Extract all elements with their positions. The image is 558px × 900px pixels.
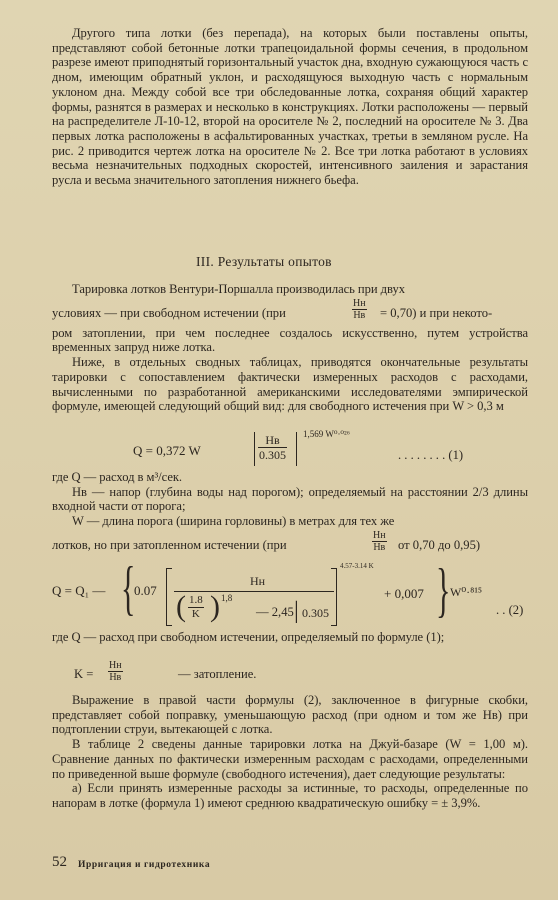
- paragraph-tables-intro: Ниже, в отдельных сводных таблицах, приводятся окончательные результаты тарировки с сопоставлением фактически измеренных расходов с расходами, вычисленными по разработанной американскими исследователями эмпирической формуле, имеющей следующий общий вид: для свободного истечения при W > 0,3 м: [52, 355, 528, 414]
- paren-right: ): [210, 590, 220, 623]
- bracket-bottom-right-serif: [331, 625, 337, 626]
- definition-k: [74, 660, 374, 690]
- paragraph-calibration-end: ром затоплении, при чем последнее создалось искусственно, путем устройства временных запруд ниже лотка.: [52, 325, 528, 355]
- fraction-numerator: Hн: [353, 297, 366, 309]
- formula-2-fraction-bar: [174, 591, 334, 592]
- bracket-top-left-serif: [166, 568, 172, 569]
- results-paragraphs: [52, 693, 528, 811]
- fraction-denominator: K: [191, 608, 200, 620]
- paren-left: (: [176, 590, 186, 623]
- formula-1-lhs: Q = 0,372 W: [133, 443, 201, 458]
- formula-1-number: . . . . . . . . (1): [398, 448, 464, 462]
- definition-h: Hв — напор (глубина воды над порогом); определяемый на расстоянии 2/3 длины входной части от порога;: [52, 484, 528, 514]
- formula-2-number: . . (2): [496, 603, 524, 617]
- fraction-denominator: Hв: [373, 542, 386, 553]
- condition-value: = 0,70) и при некото-: [380, 305, 493, 320]
- paragraph-table-2: В таблице 2 сведены данные тарировки лотка на Джуй-базаре (W = 1,00 м). Сравнение данных по фактически измеренным расходам с расходами, определенными по приведенной выше формуле (свободного истечения), дает следующие результаты:: [52, 737, 528, 781]
- formula-2-exponent: 4.57-3.14 K: [340, 562, 374, 570]
- definition-w: W — длина порога (ширина горловины) в метрах для тех же: [72, 514, 395, 529]
- bracket-top-right-serif: [331, 568, 337, 569]
- fraction-denominator: Hв: [109, 672, 122, 683]
- fraction-numerator: Hн: [109, 660, 122, 671]
- submerged-text: лотков, но при затопленном истечении (при: [52, 538, 287, 552]
- definition-q: где Q — расход в м³/сек.: [52, 470, 183, 484]
- definition-k-fraction: [108, 660, 123, 683]
- formula-2-plus-term: + 0,007: [384, 586, 424, 601]
- formula-2-lhs: Q = Q₁ —: [52, 583, 106, 598]
- definition-q-free-flow: где Q — расход при свободном истечении, определяемый по формуле (1);: [52, 630, 445, 644]
- paragraph-calibration-start: Тарировка лотков Вентури-Поршалла производилась при двух: [72, 282, 405, 296]
- fraction-denominator: 0.305: [259, 448, 286, 462]
- formula-2-inner-fraction: [188, 594, 204, 621]
- definition-block-2: [52, 630, 528, 645]
- formula-2-bracket-right: [336, 568, 337, 626]
- fraction-numerator: Hн: [373, 530, 386, 541]
- paragraph-result-a: а) Если принять измеренные расходы за истинные, то расходы, определенные по напорам в лотке (формула 1) имеют среднюю квадратическую ошибку = ± 3,9%.: [52, 781, 528, 810]
- fraction-numerator: 1.8: [189, 594, 203, 606]
- paragraph-flumes-description: Другого типа лотки (без перепада), на которых были поставлены опыты, представляют собой бетонные лотки трапецоидальной формы сечения, в продольном разрезе имеют приподнятый горизонтальный участок дна, входную сужающуюся часть с дном, имеющим обратный уклон, и расходящуюся выходную часть с нормальным уклоном дна. Между собой все три обследованные лотка, сохраняя общий характер формы, разнятся в размерах и несколько в конструкциях. Лотки расположены — первый на распределителе Л-10-12, второй на оросителе № 2, последний на оросителе № 3. Два первых лотка расположены в асфальтированных участках, третьи в земляном русле. На рис. 2 приводится чертеж лотка на оросителе № 2. Все три лотка работают в условиях весьма незначительных подходных скоростей, интенсивного заиления и зарастания русла и весьма значительного затопления нижнего бьефа.: [52, 26, 528, 188]
- formula-1-exponent: 1,569 W⁰·⁰²⁶: [303, 429, 350, 439]
- formula-2-brace-right: }: [436, 557, 451, 623]
- formula-2-brace-left: {: [121, 555, 136, 621]
- fraction-numerator: Hв: [258, 433, 287, 448]
- condition-text: условиях — при свободном истечении (при: [52, 305, 286, 320]
- page-number: 52: [52, 854, 67, 870]
- paren-close: |: [294, 598, 299, 624]
- formula-2-minus-term: — 2,45: [256, 605, 294, 619]
- formula-2-bracket-left: [166, 568, 167, 626]
- bracket-bottom-left-serif: [166, 625, 172, 626]
- definition-k-lhs: K =: [74, 667, 94, 681]
- formula-2-w-term: W⁰·⁸¹⁵: [450, 585, 483, 599]
- formula-2-denominator-constant: 0.305: [302, 606, 329, 620]
- definition-k-rhs: — затопление.: [178, 667, 257, 681]
- formula-2-inner-exponent: 1,8: [221, 593, 233, 603]
- fraction-denominator: Hв: [353, 309, 366, 321]
- paragraph-correction: Выражение в правой части формулы (2), заключенное в фигурные скобки, представляет собой поправку, уменьшающую расход (при одном и том же Hв) при подтоплении струи, вытекающей с лотка.: [52, 693, 528, 737]
- formula-2-numerator: Hн: [250, 574, 266, 588]
- submerged-range: от 0,70 до 0,95): [398, 538, 481, 552]
- section-heading: III. Результаты опытов: [196, 254, 332, 269]
- formula-2-coefficient: 0.07: [134, 583, 157, 598]
- running-title: Ирригация и гидротехника: [78, 860, 211, 870]
